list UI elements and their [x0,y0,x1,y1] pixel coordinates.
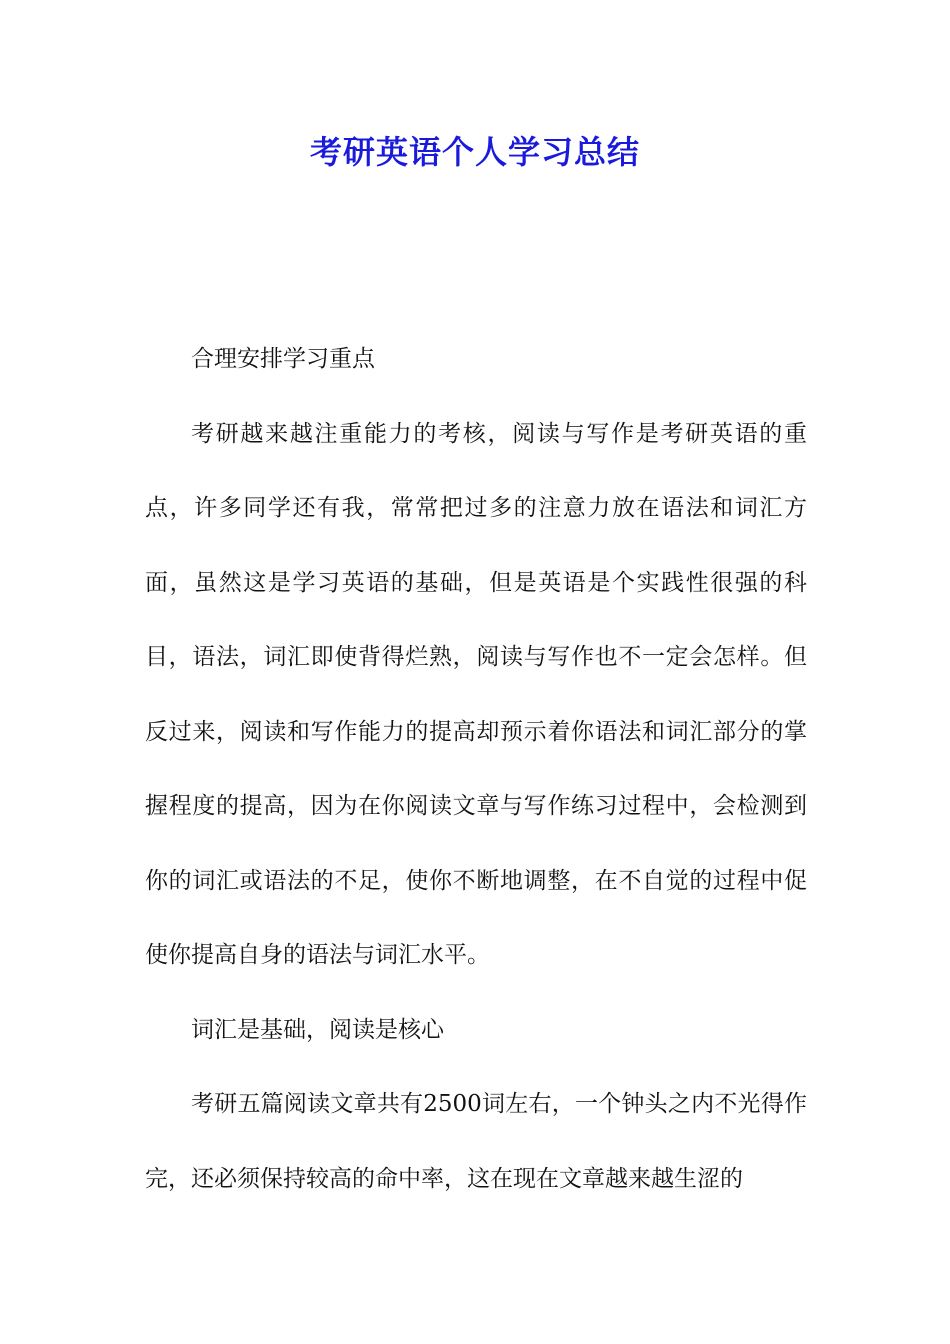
paragraph-2: 考研五篇阅读文章共有2500词左右，一个钟头之内不光得作完，还必须保持较高的命中率，这在现在文章越来越生涩的 [145,1091,807,1192]
paragraph-1: 考研越来越注重能力的考核，阅读与写作是考研英语的重点，许多同学还有我，常常把过多的注意力放在语法和词汇方面，虽然这是学习英语的基础，但是英语是个实践性很强的科目，语法，词汇即使背得烂熟，阅读与写作也不一定会怎样。但反过来，阅读和写作能力的提高却预示着你语法和词汇部分的掌握程度的提高，因为在你阅读文章与写作练习过程中，会检测到你的词汇或语法的不足，使你不断地调整，在不自觉的过程中促使你提高自身的语法与词汇水平。 [145,420,807,968]
section-heading-2: 词汇是基础，阅读是核心 [191,1016,444,1043]
document-title: 考研英语个人学习总结 [309,133,640,171]
document-body [145,322,807,1216]
section-heading-1: 合理安排学习重点 [191,346,375,372]
